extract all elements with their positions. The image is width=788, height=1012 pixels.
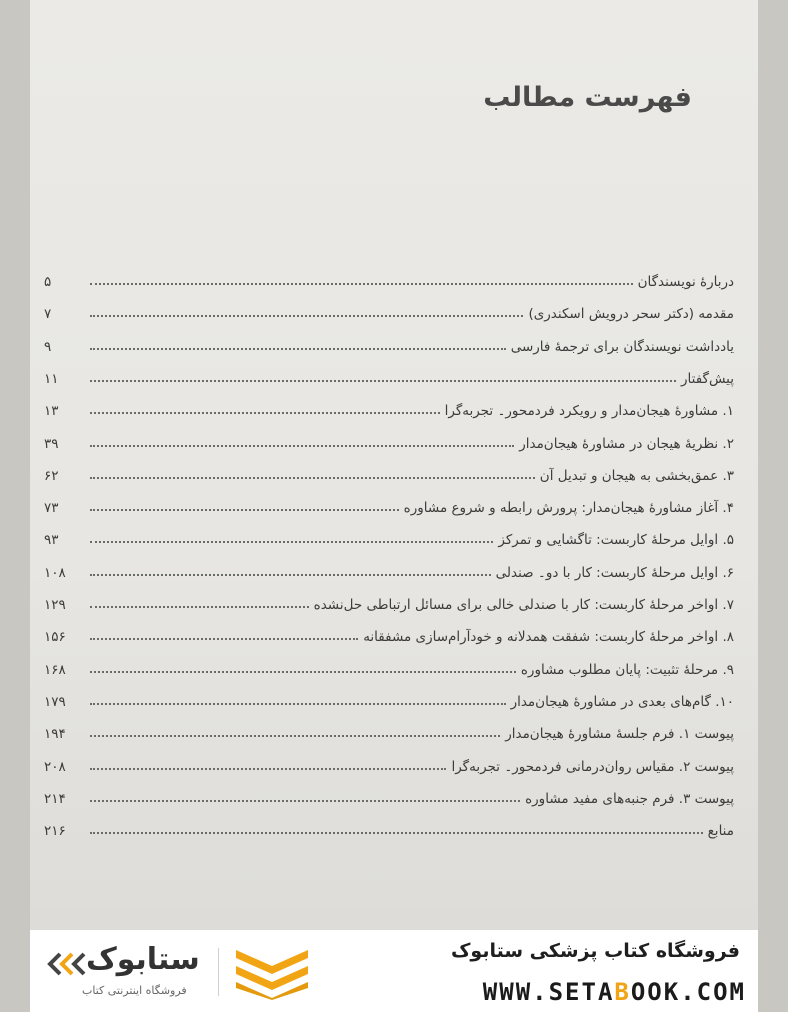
toc-page-number: ۲۱۴ bbox=[44, 790, 66, 807]
toc-entry[interactable] bbox=[44, 613, 734, 645]
toc-entry-title: ۳. عمق‌بخشی به هیجان و تبدیل آن bbox=[539, 467, 734, 484]
toc-entry-title: یادداشت نویسندگان برای ترجمهٔ فارسی bbox=[510, 338, 734, 355]
url-part: SETA bbox=[548, 978, 615, 1006]
toc-entry[interactable] bbox=[44, 549, 734, 581]
toc-page-number: ۳۹ bbox=[44, 435, 59, 452]
toc-page-number: ۲۰۸ bbox=[44, 758, 66, 775]
toc-entry-title: مقدمه (دکتر سحر درویش اسکندری) bbox=[528, 306, 734, 323]
toc-page-number: ۷ bbox=[44, 306, 52, 323]
toc-entry[interactable] bbox=[44, 420, 734, 452]
toc-entry[interactable] bbox=[44, 743, 734, 775]
toc-entry-title: ۵. اوایل مرحلهٔ کاربست: تاگشایی و تمرکز bbox=[498, 532, 734, 549]
toc-page-number: ۶۲ bbox=[44, 467, 59, 484]
toc-entry[interactable] bbox=[44, 452, 734, 484]
toc-entry[interactable] bbox=[44, 484, 734, 516]
toc-page-number: ۱۵۶ bbox=[44, 629, 66, 646]
toc-entry-title: ۴. آغاز مشاورهٔ هیجان‌مدار: پرورش رابطه و شروع مشاوره bbox=[403, 500, 734, 517]
toc-entry-title: ۹. مرحلهٔ تثبیت: پایان مطلوب مشاوره bbox=[520, 661, 734, 678]
toc-entry[interactable] bbox=[44, 355, 734, 387]
url-part: OO bbox=[630, 978, 664, 1006]
toc-page-number: ۱۳ bbox=[44, 403, 59, 420]
toc-page-number: ۹۳ bbox=[44, 532, 59, 549]
toc-page-number: ۱۷۹ bbox=[44, 693, 66, 710]
toc-entry[interactable] bbox=[44, 290, 734, 322]
url-part: WWW. bbox=[482, 978, 549, 1006]
url-part: .COM bbox=[680, 978, 746, 1006]
toc-page-number: ۲۱۶ bbox=[44, 823, 66, 840]
double-chevron-left-icon bbox=[46, 950, 86, 978]
toc-leader-dots bbox=[90, 767, 446, 770]
toc-leader-dots bbox=[90, 670, 516, 673]
toc-page-number: ۵ bbox=[44, 274, 52, 290]
toc-entry-title: پیوست ۲. مقیاس روان‌درمانی فردمحور۔ تجربه‌گرا bbox=[451, 758, 734, 775]
toc-entry-title: منابع bbox=[707, 823, 734, 840]
toc-entry[interactable] bbox=[44, 258, 734, 290]
toc-page-number: ۱۹۴ bbox=[44, 726, 66, 743]
shop-name: فروشگاه کتاب پزشکی ستابوک bbox=[450, 940, 740, 962]
toc-entry-title: دربارهٔ نویسندگان bbox=[637, 274, 734, 290]
book-page bbox=[30, 0, 758, 930]
toc-entry[interactable] bbox=[44, 807, 734, 839]
toc-entry[interactable] bbox=[44, 581, 734, 613]
page-title: فهرست مطالب bbox=[483, 82, 692, 113]
toc-entry-title: ۷. اواخر مرحلهٔ کاربست: کار با صندلی خالی برای مسائل ارتباطی حل‌نشده bbox=[313, 597, 734, 613]
toc-entry-title: ۸. اواخر مرحلهٔ کاربست: شفقت همدلانه و خودآرام‌سازی مشفقانه bbox=[363, 629, 734, 646]
toc-entry[interactable] bbox=[44, 646, 734, 678]
toc-entry-title: پیوست ۱. فرم جلسهٔ مشاورهٔ هیجان‌مدار bbox=[505, 726, 734, 743]
toc-leader-dots bbox=[90, 444, 514, 447]
toc-leader-dots bbox=[90, 799, 520, 802]
toc-entry[interactable] bbox=[44, 775, 734, 807]
toc-entry[interactable] bbox=[44, 387, 734, 419]
url-part: K bbox=[663, 978, 681, 1006]
stacked-chevrons-logo-icon bbox=[230, 944, 314, 1000]
toc-leader-dots bbox=[90, 476, 535, 479]
toc-leader-dots bbox=[90, 314, 523, 317]
toc-leader-dots bbox=[90, 734, 500, 737]
brand-logo[interactable] bbox=[46, 944, 216, 1004]
site-url[interactable] bbox=[483, 978, 746, 1006]
toc-entry-title: ۶. اوایل مرحلهٔ کاربست: کار با دو۔ صندلی bbox=[495, 564, 734, 581]
banner-divider bbox=[218, 948, 219, 996]
toc-entry-title: پیوست ۳. فرم جنبه‌های مفید مشاوره bbox=[525, 790, 734, 807]
toc-entry-title: پیش‌گفتار bbox=[680, 370, 734, 387]
toc-leader-dots bbox=[90, 702, 506, 705]
toc-entry-title: ۱. مشاورهٔ هیجان‌مدار و رویکرد فردمحور۔ تجربه‌گرا bbox=[444, 403, 734, 420]
store-banner bbox=[30, 930, 758, 1012]
toc-leader-dots bbox=[90, 605, 309, 608]
toc-leader-dots bbox=[90, 379, 676, 382]
toc-leader-dots bbox=[90, 637, 358, 640]
toc-page-number: ۱۱ bbox=[44, 370, 59, 387]
toc-page-number: ۱۶۸ bbox=[44, 661, 66, 678]
brand-subtitle: فروشگاه اینترنتی کتاب bbox=[82, 984, 187, 997]
toc-leader-dots bbox=[90, 282, 633, 285]
toc-entry[interactable] bbox=[44, 516, 734, 548]
toc-leader-dots bbox=[90, 573, 491, 576]
toc-leader-dots bbox=[90, 540, 493, 543]
toc-entry[interactable] bbox=[44, 710, 734, 742]
toc-page-number: ۱۰۸ bbox=[44, 564, 66, 581]
toc-page-number: ۷۳ bbox=[44, 500, 59, 517]
toc-page-number: ۹ bbox=[44, 338, 52, 355]
toc-entry[interactable] bbox=[44, 678, 734, 710]
toc-leader-dots bbox=[90, 831, 703, 834]
toc-entry-title: ۱۰. گام‌های بعدی در مشاورهٔ هیجان‌مدار bbox=[510, 693, 734, 710]
toc-entry[interactable] bbox=[44, 323, 734, 355]
toc-page-number: ۱۲۹ bbox=[44, 597, 66, 613]
toc-leader-dots bbox=[90, 347, 506, 350]
brand-word: ستابوک bbox=[86, 942, 200, 977]
url-part-accent: B bbox=[614, 978, 631, 1006]
toc-leader-dots bbox=[90, 411, 440, 414]
toc-leader-dots bbox=[90, 508, 399, 511]
toc-entry-title: ۲. نظریهٔ هیجان در مشاورهٔ هیجان‌مدار bbox=[519, 435, 734, 452]
